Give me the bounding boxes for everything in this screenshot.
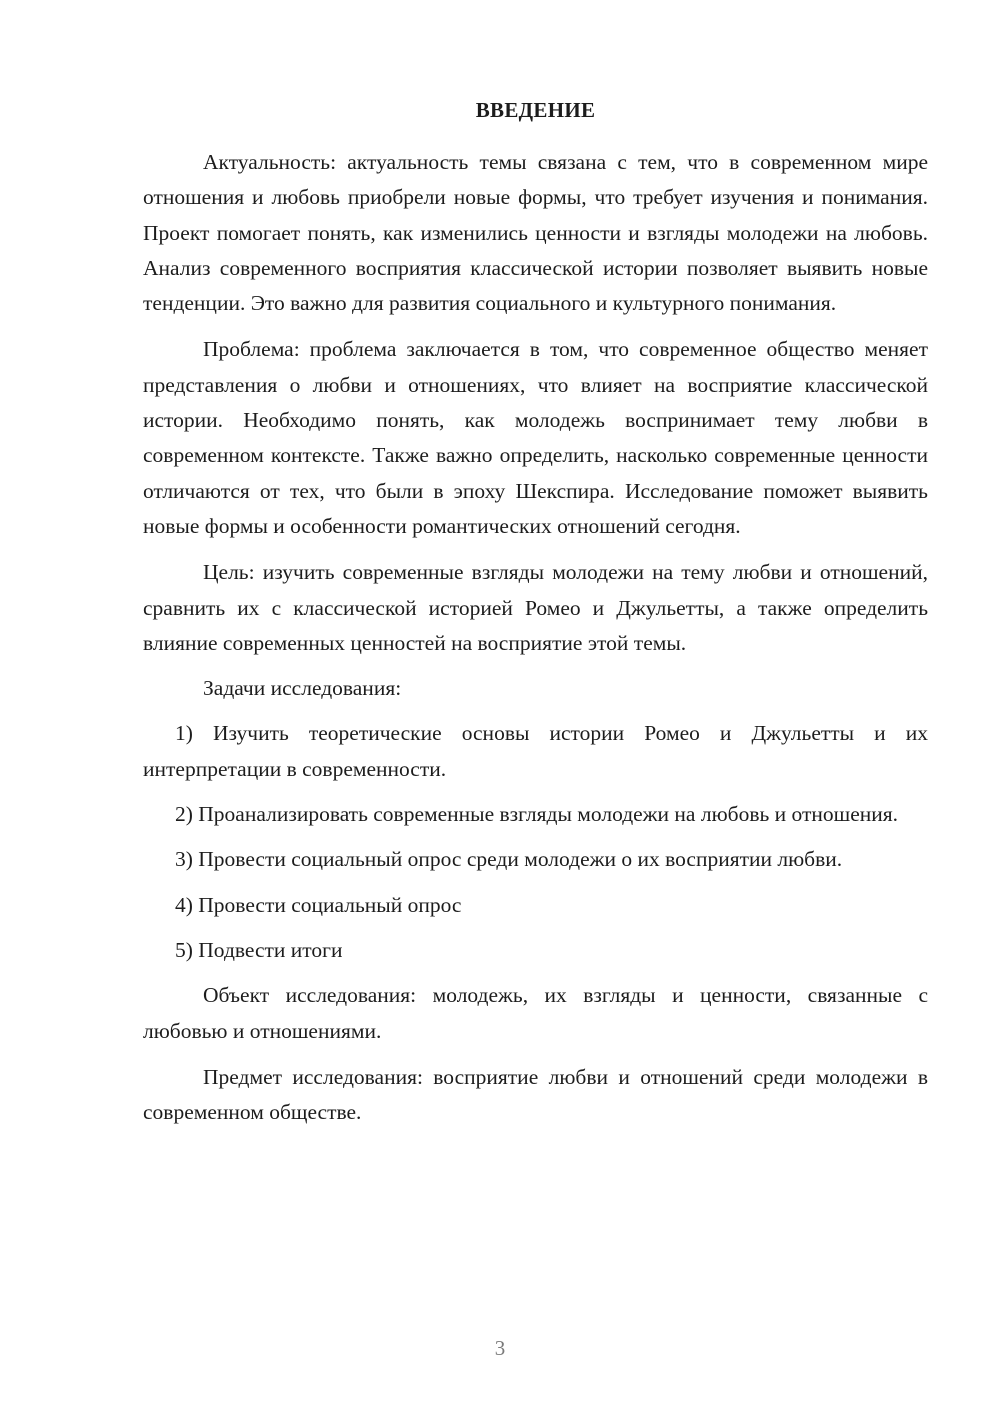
goal-paragraph: Цель: изучить современные взгляды молодежи на тему любви и отношений, сравнить их с классической историей Ромео и Джульетты, а также определить влияние современных ценностей на восприятие этой темы. — [143, 560, 928, 655]
task-item-2: 2) Проанализировать современные взгляды молодежи на любовь и отношения. — [175, 802, 899, 827]
problem-paragraph: Проблема: проблема заключается в том, что современное общество меняет представления о любви и отношениях, что влияет на восприятие классической истории. Необходимо понять, как молодежь воспринимает тему любви в современном контексте. Также важно определить, насколько современные ценности отличаются от тех, что были в эпоху Шекспира. Исследование поможет выявить новые формы и особенности романтических отношений сегодня. — [143, 337, 928, 538]
subject-paragraph: Предмет исследования: восприятие любви и отношений среди молодежи в современном обществе. — [143, 1064, 928, 1125]
task-item-3: 3) Провести социальный опрос среди молодежи о их восприятии любви. — [175, 847, 843, 872]
task-item-5: 5) Подвести итоги — [175, 937, 343, 962]
page-number: 3 — [494, 1336, 506, 1360]
tasks-heading: Задачи исследования: — [203, 676, 402, 701]
task-item-1: 1) Изучить теоретические основы истории Ромео и Джульетты и их интерпретации в современности. — [143, 721, 928, 781]
task-item-4: 4) Провести социальный опрос — [175, 892, 462, 917]
page-title: ВВЕДЕНИЕ — [475, 98, 596, 122]
relevance-paragraph: Актуальность: актуальность темы связана с тем, что в современном мире отношения и любовь приобрели новые формы, что требует изучения и понимания. Проект помогает понять, как изменились ценности и взгляды молодежи на любовь. Анализ современного восприятия классической истории позволяет выявить новые тенденции. Это важно для развития социального и культурного понимания. — [143, 150, 928, 316]
object-paragraph: Объект исследования: молодежь, их взгляды и ценности, связанные с любовью и отношениями. — [143, 983, 928, 1043]
document-page — [143, 95, 928, 1130]
